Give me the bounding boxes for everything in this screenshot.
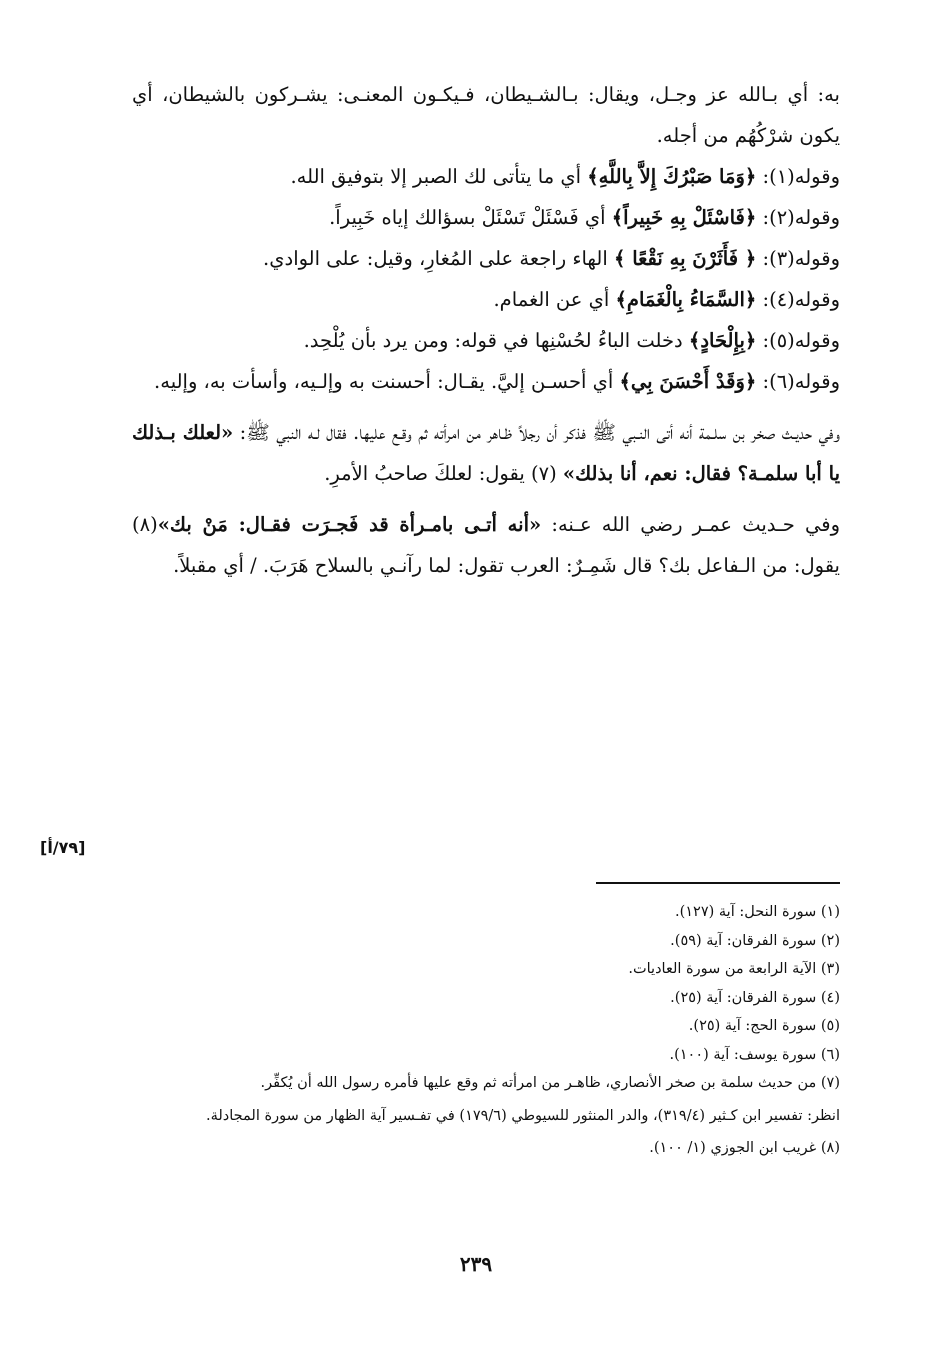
explanation: الهاء راجعة على المُغارِ، وقيل: على الوادي.	[263, 247, 614, 270]
citation-lead: وقوله(١):	[756, 165, 840, 188]
footnote-2: (٢) سورة الفرقان: آية (٥٩).	[670, 932, 840, 949]
hadith-intro: وفي حديـث صخر بن سلـمة أنه أتى النـبي ﷺ فذكر أن رجلاً ظـاهر من امرأته ثم وقـع عليها. فقال لـه النبي ﷺ:	[233, 421, 840, 444]
paragraph-7	[132, 361, 840, 402]
quran-quote: ﴿ فَأَثَرْنَ بِهِ نَقْعًا ﴾	[613, 247, 757, 270]
hadith-quote: «لعلك بـذلك يا أبا سلمـة؟ فقال: نعم، أنا بذلك»	[132, 421, 840, 485]
explanation: أي فَسْئَلْ تَسْئَلْ بسؤالك إياه خَبِيراً.	[329, 206, 612, 229]
footnote-1: (١) سورة النحل: آية (١٢٧).	[674, 904, 840, 920]
explanation: أي عن الغمام.	[493, 288, 616, 311]
footnote-7: (٧) من حديث سلمة بن صخر الأنصاري، ظاهـر من امرأته ثم وقع عليها فأمره رسول الله أن يُكفِّر.	[260, 1075, 840, 1091]
footnotes	[132, 898, 840, 1163]
footnote-divider	[596, 882, 840, 884]
quran-quote: ﴿وَمَا صَبْرُكَ إِلاَّ بِاللَّهِ﴾	[587, 165, 757, 188]
paragraph-9	[132, 504, 840, 586]
citation-lead: وقوله(٥):	[756, 329, 840, 352]
citation-lead: وقوله(٣):	[756, 247, 840, 270]
main-text	[132, 74, 840, 586]
quran-quote: ﴿بِإِلْحَادٍ﴾	[688, 329, 757, 352]
paragraph-3	[132, 197, 840, 238]
paragraph-6	[132, 320, 840, 361]
page-number: ٢٣٩	[459, 1252, 493, 1276]
footnote-7-continuation: انظر: تفسير ابن كـثير (٣١٩/٤)، والدر المنثور للسيوطي (١٧٩/٦) في تفـسير آية الظهار من سورة المجادلة.	[206, 1107, 840, 1124]
manuscript-folio-marker: [٧٩/أ]	[40, 838, 86, 857]
footnote-5: (٥) سورة الحج: آية (٢٥).	[688, 1018, 840, 1034]
paragraph-5	[132, 279, 840, 320]
paragraph-4	[132, 238, 840, 279]
hadith-explanation: (٨) يقول: من الـفاعل بك؟ قال شَمِـرٌ: العرب تقول: لما رآنـي بالسلاح هَرَبَ. / أي مقبلاً.	[132, 513, 840, 577]
citation-lead: وقوله(٤):	[756, 288, 840, 311]
footnote-6: (٦) سورة يوسف: آية (١٠٠).	[669, 1046, 840, 1063]
citation-lead: وقوله(٦):	[756, 370, 840, 393]
paragraph-1: به: أي بـالله عز وجـل، ويقال: بـالشـيطان، فـيكـون المعنـى: يشـركون بالشيطان، أي يكون شرْكُهُم من أجله.	[132, 83, 840, 147]
explanation: أي ما يتأتى لك الصبر إلا بتوفيق الله.	[290, 165, 588, 188]
explanation: أي أحسـن إليَّ. يقـال: أحسنت به وإلـيه، وأسأت به، وإليه.	[154, 370, 620, 393]
paragraph-2	[132, 156, 840, 197]
quran-quote: ﴿وَقَدْ أَحْسَنَ بِي﴾	[619, 370, 757, 393]
quran-quote: ﴿السَّمَاءُ بِالْغَمَامِ﴾	[615, 288, 757, 311]
citation-lead: وقوله(٢):	[756, 206, 840, 229]
hadith-explanation: (٧) يقول: لعلكَ صاحبُ الأمرِ.	[324, 462, 563, 485]
paragraph-8	[132, 412, 840, 494]
hadith-intro: وفي حـديث عمـر رضي الله عـنه:	[541, 513, 840, 536]
hadith-quote: «أنه أتـى بامـرأة قد فَجـرَت فقـال: مَنْ بك»	[157, 513, 542, 536]
quran-quote: ﴿فَاسْئَلْ بِهِ خَبِيراً﴾	[611, 206, 757, 229]
footnote-3: (٣) الآية الرابعة من سورة العاديات.	[628, 961, 840, 977]
footnote-8: (٨) غريب ابن الجوزي (١/ ١٠٠).	[649, 1140, 840, 1156]
footnote-4: (٤) سورة الفرقان: آية (٢٥).	[670, 989, 840, 1006]
explanation: دخلت الباءُ لحُسْنِها في قوله: ومن يرد بأن يُلْحِد.	[303, 329, 689, 352]
